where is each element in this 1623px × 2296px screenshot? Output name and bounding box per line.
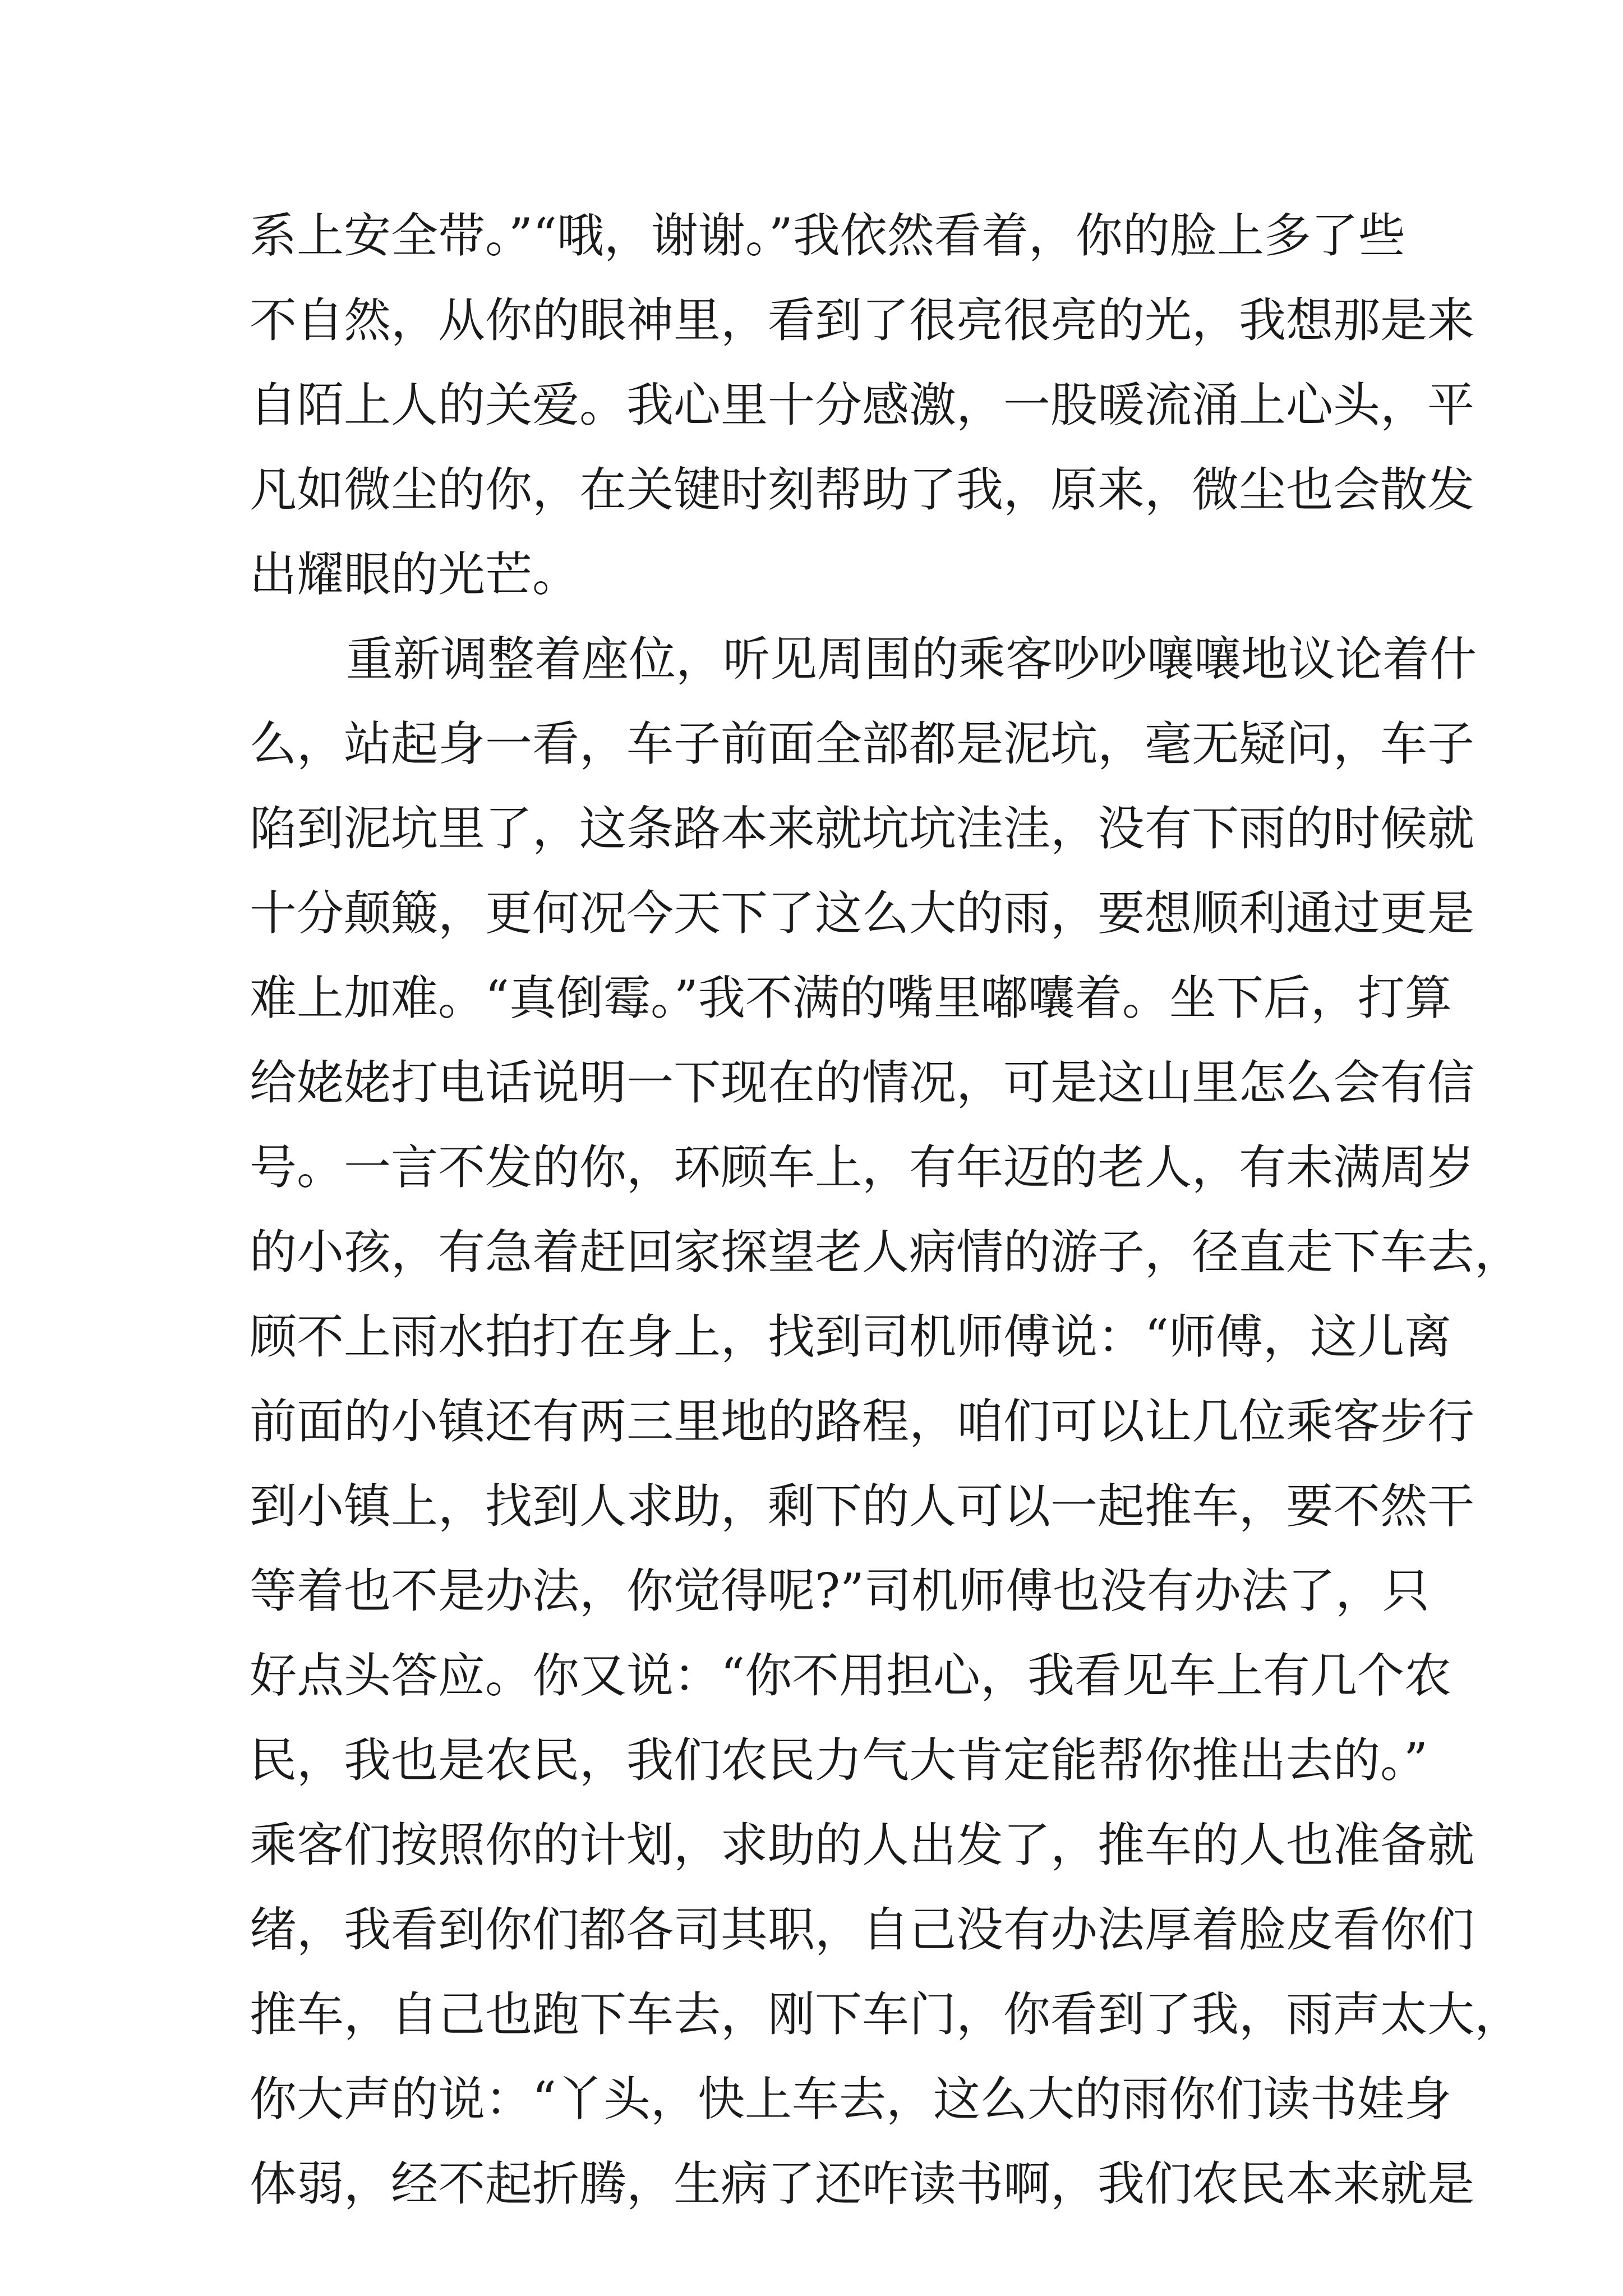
text-line: 系上安全带。”“哦，谢谢。”我依然看着，你的脸上多了些 [250, 208, 1405, 263]
text-line: 不自然，从你的眼神里，看到了很亮很亮的光，我想那是来 [250, 293, 1475, 348]
text-line: 你大声的说：“丫头，快上车去，这么大的雨你们读书娃身 [250, 2072, 1451, 2127]
text-line: 自陌上人的关爱。我心里十分感激，一股暖流涌上心头，平 [250, 378, 1475, 432]
text-line: 体弱，经不起折腾，生病了还咋读书啊，我们农民本来就是 [250, 2156, 1475, 2211]
text-line: 民，我也是农民，我们农民力气大肯定能帮你推出去的。” [250, 1733, 1428, 1788]
text-line: 给姥姥打电话说明一下现在的情况，可是这山里怎么会有信 [250, 1055, 1475, 1110]
text-line: 的小孩，有急着赶回家探望老人病情的游子，径直走下车去， [250, 1225, 1522, 1280]
text-line: 难上加难。“真倒霉。”我不满的嘴里嘟囔着。坐下后，打算 [250, 970, 1452, 1025]
text-line: 陷到泥坑里了，这条路本来就坑坑洼洼，没有下雨的时候就 [250, 801, 1475, 856]
text-line: 重新调整着座位，听见周围的乘客吵吵嚷嚷地议论着什 [346, 632, 1477, 687]
text-line: 前面的小镇还有两三里地的路程，咱们可以让几位乘客步行 [250, 1394, 1475, 1449]
text-line: 推车，自己也跑下车去，刚下车门，你看到了我，雨声太大， [250, 1987, 1522, 2042]
text-line: 么，站起身一看，车子前面全部都是泥坑，毫无疑问，车子 [250, 716, 1475, 771]
text-line: 等着也不是办法，你觉得呢?”司机师傅也没有办法了，只 [250, 1563, 1430, 1618]
text-line: 十分颠簸，更何况今天下了这么大的雨，要想顺利通过更是 [250, 886, 1475, 941]
text-line: 绪，我看到你们都各司其职，自己没有办法厚着脸皮看你们 [250, 1902, 1475, 1957]
text-line: 出耀眼的光芒。 [250, 547, 580, 602]
text-line: 号。一言不发的你，环顾车上，有年迈的老人，有未满周岁 [250, 1140, 1475, 1195]
text-line: 好点头答应。你又说：“你不用担心，我看见车上有几个农 [250, 1648, 1451, 1703]
text-line: 凡如微尘的你，在关键时刻帮助了我，原来，微尘也会散发 [250, 462, 1475, 517]
text-line: 到小镇上，找到人求助，剩下的人可以一起推车，要不然干 [250, 1479, 1475, 1534]
text-line: 顾不上雨水拍打在身上，找到司机师傅说：“师傅，这儿离 [250, 1309, 1451, 1364]
body-text [250, 194, 1522, 2226]
text-line: 乘客们按照你的计划，求助的人出发了，推车的人也准备就 [250, 1818, 1475, 1872]
